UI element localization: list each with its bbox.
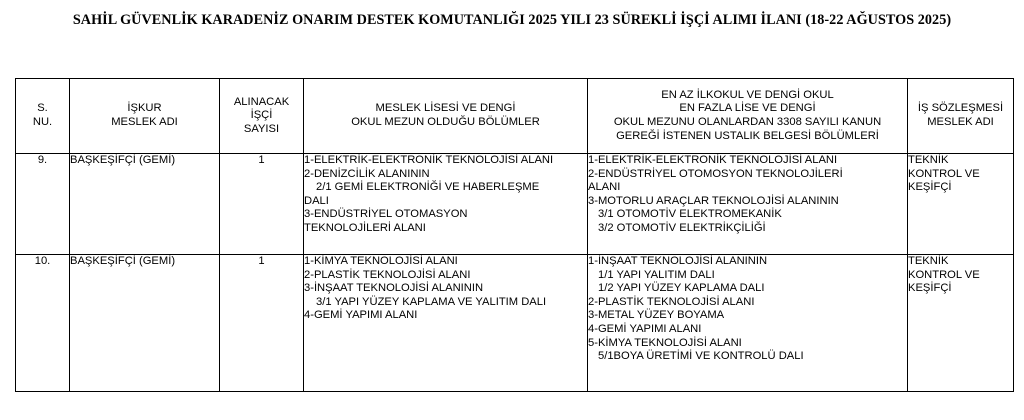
list-item: 3-METAL YÜZEY BOYAMA	[588, 309, 725, 322]
is-sozlesmesi-meslek-adi: TEKNİK KONTROL VE KEŞİFÇİ	[908, 154, 1014, 255]
list-item: 1/1 YAPI YALITIM DALI	[598, 268, 715, 281]
list-item: 5-KİMYA TEKNOLOJİSİ ALANI	[588, 336, 742, 349]
lise-bolumler-list	[304, 154, 588, 255]
list-item: 1-KİMYA TEKNOLOJİSİ ALANI	[304, 255, 458, 267]
list-item: 2-ENDÜSTRİYEL OTOMOSYON TEKNOLOJİLERİ	[588, 167, 843, 180]
list-item: 3/1 YAPI YÜZEY KAPLAMA VE YALITIM DALI	[316, 295, 547, 308]
table-row	[16, 255, 1014, 392]
list-item: 5/1BOYA ÜRETİMİ VE KONTROLÜ DALI	[598, 350, 804, 363]
list-item: 1-ELEKTRİK-ELEKTRONİK TEKNOLOJİSİ ALANI	[304, 154, 554, 166]
header-iskur-meslek-adi: İŞKUR MESLEK ADI	[70, 79, 220, 154]
list-item: 2-PLASTİK TEKNOLOJİSİ ALANI	[304, 268, 471, 281]
list-item: 2-PLASTİK TEKNOLOJİSİ ALANI	[588, 295, 755, 308]
job-listing-table	[15, 78, 1014, 392]
isci-sayisi: 1	[220, 255, 304, 392]
is-sozlesmesi-meslek-adi: TEKNİK KONTROL VE KEŞİFÇİ	[908, 255, 1014, 392]
list-item: 1-ELEKTRİK-ELEKTRONİK TEKNOLOJİSİ ALANI	[588, 154, 838, 166]
list-item: TEKNOLOJİLERİ ALANI	[304, 221, 426, 234]
row-number: 9.	[16, 154, 70, 255]
header-meslek-lisesi-bolumler: MESLEK LİSESİ VE DENGİ OKUL MEZUN OLDUĞU BÖLÜMLER	[304, 79, 588, 154]
iskur-meslek-adi: BAŞKEŞİFÇİ (GEMİ)	[70, 154, 220, 255]
list-item: 3/2 OTOMOTİV ELEKTRİKÇİLİĞİ	[598, 221, 766, 234]
isci-sayisi: 1	[220, 154, 304, 255]
list-item: DALI	[304, 194, 329, 207]
page-title: SAHİL GÜVENLİK KARADENİZ ONARIM DESTEK KOMUTANLIĞI 2025 YILI 23 SÜREKLİ İŞÇİ ALIMI İLANI (18-22 AĞUSTOS 2025)	[72, 12, 952, 28]
list-item: 3-İNŞAAT TEKNOLOJİSİ ALANININ	[304, 282, 484, 295]
header-sira-no: S. NU.	[16, 79, 70, 154]
list-item: 2/1 GEMİ ELEKTRONİĞİ VE HABERLEŞME	[316, 181, 540, 194]
list-item: ALANI	[588, 181, 621, 194]
list-item: 4-GEMİ YAPIMI ALANI	[304, 309, 418, 322]
list-item: 3/1 OTOMOTİV ELEKTROMEKANİK	[598, 208, 782, 221]
list-item: 2-DENİZCİLİK ALANININ	[304, 167, 430, 180]
list-item: 1/2 YAPI YÜZEY KAPLAMA DALI	[598, 282, 765, 295]
header-ustalik-belgesi-bolumler: EN AZ İLKOKUL VE DENGİ OKUL EN FAZLA LİSE VE DENGİ OKUL MEZUNU OLANLARDAN 3308 SAYILI KANUN GEREĞİ İSTENEN USTALIK BELGESİ BÖLÜMLERİ	[588, 79, 908, 154]
header-alinacak-isci-sayisi: ALINACAK İŞÇİ SAYISI	[220, 79, 304, 154]
iskur-meslek-adi: BAŞKEŞİFÇİ (GEMİ)	[70, 255, 220, 392]
table-row	[16, 154, 1014, 255]
table-header-row	[16, 79, 1014, 154]
ustalik-bolumler-list	[588, 154, 908, 255]
list-item: 3-MOTORLU ARAÇLAR TEKNOLOJİSİ ALANININ	[588, 194, 839, 207]
header-is-sozlesmesi-meslek-adi: İŞ SÖZLEŞMESİ MESLEK ADI	[908, 79, 1014, 154]
row-number: 10.	[16, 255, 70, 392]
lise-bolumler-list	[304, 255, 588, 392]
list-item: 4-GEMİ YAPIMI ALANI	[588, 322, 702, 335]
list-item: 1-İNŞAAT TEKNOLOJİSİ ALANININ	[588, 255, 768, 267]
ustalik-bolumler-list	[588, 255, 908, 392]
list-item: 3-ENDÜSTRİYEL OTOMASYON	[304, 208, 468, 221]
